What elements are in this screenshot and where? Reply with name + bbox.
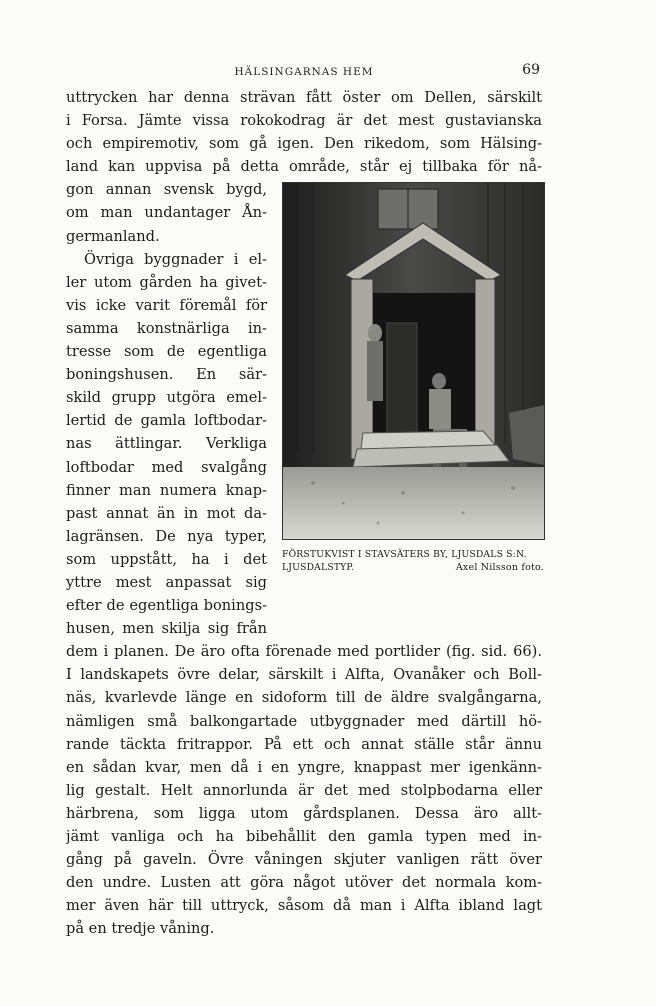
- text-line: vis icke varit föremål för: [66, 296, 267, 314]
- text-line: rande täckta fritrappor. På ett och annat ställe står ännu: [66, 735, 542, 753]
- text-line: ler utom gården ha givet-: [66, 273, 267, 291]
- text-line: jämt vanliga och ha bibehållit den gamla typen med in-: [66, 828, 542, 845]
- text-line: den undre. Lusten att göra något utöver det normala kom-: [66, 874, 542, 892]
- text-line: en sådan kvar, men då i en yngre, knappast mer igenkänn-: [66, 758, 542, 776]
- text-line: uttrycken har denna strävan fått öster om Dellen, särskilt: [66, 89, 542, 106]
- text-line: lagränsen. De nya typer,: [66, 527, 267, 545]
- caption-subtitle: LJUSDALSTYP.: [282, 562, 355, 573]
- running-title: HÄLSINGARNAS HEM: [234, 66, 374, 78]
- text-line: past annat än in mot da-: [66, 504, 267, 522]
- text-line: gång på gaveln. Övre våningen skjuter vanligen rätt över: [66, 851, 542, 869]
- caption-line: FÖRSTUKVIST I STAVSÄTERS BY, LJUSDALS S:N.: [282, 549, 527, 560]
- text-line: och empiremotiv, som gå igen. Den rikedom, som Hälsing-: [66, 135, 542, 153]
- porch-photograph: [282, 182, 545, 540]
- caption-line: [282, 561, 544, 574]
- text-line: husen, men skilja sig från: [66, 620, 267, 638]
- text-line: loftbodar med svalgång: [66, 458, 267, 476]
- text-line: efter de egentliga bonings-: [66, 597, 267, 615]
- figure: [282, 182, 544, 574]
- text-line: samma konstnärliga in-: [66, 319, 267, 337]
- text-line: som uppstått, ha i det: [66, 550, 267, 568]
- text-line: gon annan svensk bygd,: [66, 181, 267, 199]
- text-line: härbrena, som ligga utom gårdsplanen. Dessa äro allt-: [66, 804, 542, 822]
- text-line: näs, kvarlevde länge en sidoform till de äldre svalgångarna,: [66, 689, 542, 707]
- text-line: i Forsa. Jämte vissa rokokodrag är det mest gustavianska: [66, 112, 542, 130]
- figure-caption: [282, 548, 544, 574]
- text-line: Övriga byggnader i el-: [84, 250, 267, 268]
- text-line: boningshusen. En sär-: [66, 366, 267, 384]
- text-line: yttre mest anpassat sig: [66, 573, 267, 591]
- text-line: finner man numera knap-: [66, 481, 267, 499]
- text-line: om man undantager Ån-: [66, 204, 267, 222]
- page-header: [66, 62, 542, 82]
- full-width-text: [66, 640, 542, 940]
- page-number: 69: [522, 62, 540, 78]
- text-line: skild grupp utgöra emel-: [66, 389, 267, 407]
- text-line: mer även här till uttryck, såsom då man i Alfta ibland lagt: [66, 897, 542, 915]
- text-line: germanland.: [66, 227, 160, 245]
- text-line: lig gestalt. Helt annorlunda är det med stolpbodarna eller: [66, 781, 542, 799]
- intro-paragraph: [66, 86, 542, 178]
- text-line: I landskapets övre delar, särskilt i Alfta, Ovanåker och Boll-: [66, 666, 542, 684]
- text-line: lertid de gamla loftbodar-: [66, 412, 267, 430]
- text-line: nämligen små balkongartade utbyggnader med därtill hö-: [66, 712, 542, 730]
- text-line: nas ättlingar. Verkliga: [66, 435, 267, 453]
- text-line: dem i planen. De äro ofta förenade med portlider (fig. sid. 66).: [66, 643, 542, 661]
- text-line: tresse som de egentliga: [66, 343, 267, 361]
- text-line: land kan uppvisa på detta område, står ej tillbaka för nå-: [66, 158, 542, 176]
- text-line: på en tredje våning.: [66, 920, 215, 938]
- photo-credit: Axel Nilsson foto.: [455, 562, 544, 573]
